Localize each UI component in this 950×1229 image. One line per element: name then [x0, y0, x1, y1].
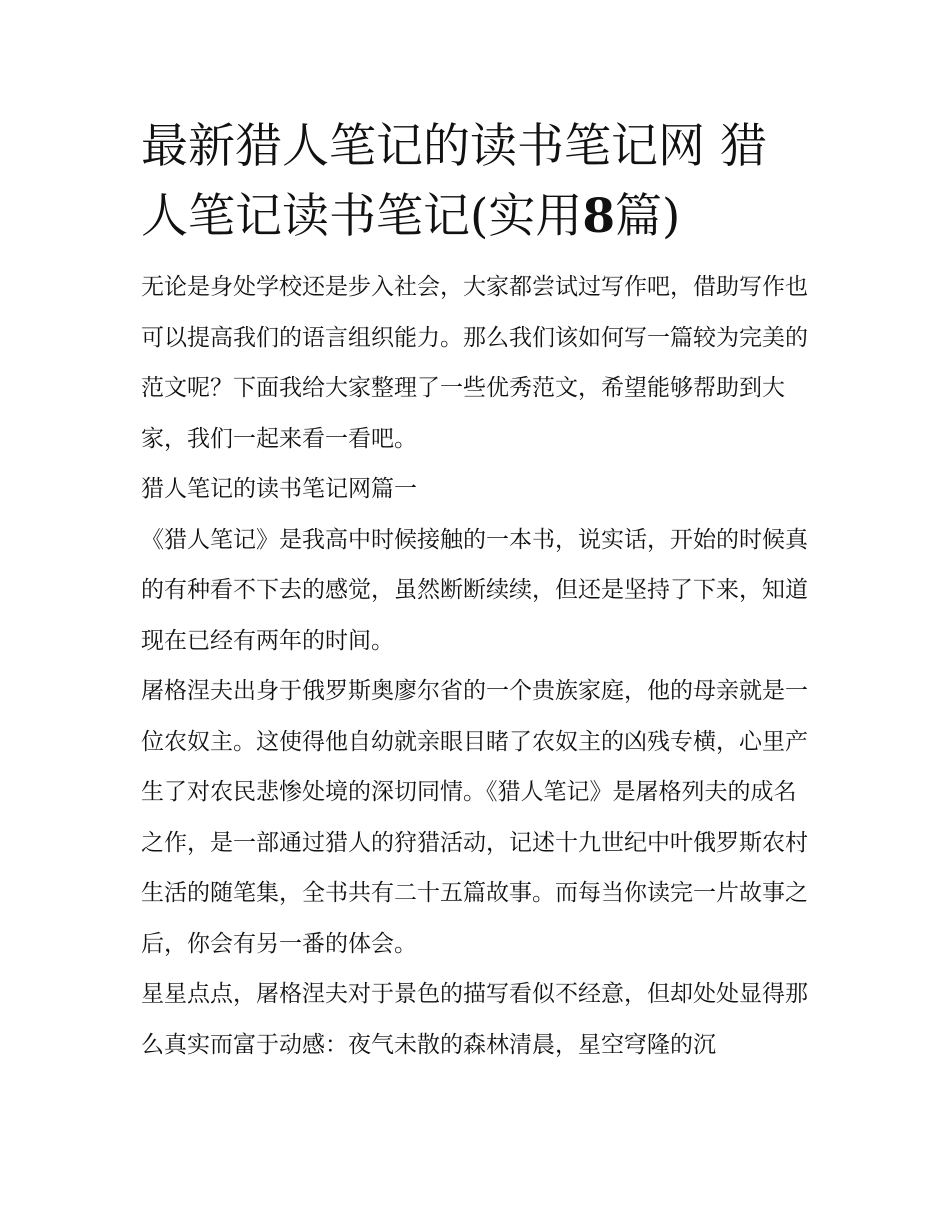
document-page — [141, 112, 813, 1070]
section-heading: 猎人笔记的读书笔记网篇一 — [141, 476, 417, 502]
intro-paragraph: 无论是身处学校还是步入社会，大家都尝试过写作吧，借助写作也可以提高我们的语言组织能力。那么我们该如何写一篇较为完美的范文呢？下面我给大家整理了一些优秀范文，希望能够帮助到大家，我们一起来看一看吧。 — [141, 274, 808, 452]
title-number: 8 — [582, 189, 616, 244]
title-text-part1: 最新猎人笔记的读书笔记网 猎人笔记读书笔记(实用 — [141, 119, 767, 244]
title-text-part2: 篇) — [615, 189, 681, 244]
body-paragraph-1: 《猎人笔记》是我高中时候接触的一本书，说实话，开始的时候真的有种看不下去的感觉，虽然断断续续，但还是坚持了下来，知道现在已经有两年的时间。 — [141, 526, 808, 654]
document-title — [141, 112, 813, 252]
body-paragraph-2: 屠格涅夫出身于俄罗斯奥廖尔省的一个贵族家庭，他的母亲就是一位农奴主。这使得他自幼就亲眼目睹了农奴主的凶残专横，心里产生了对农民悲惨处境的深切同情。《猎人笔记》是屠格列夫的成名之作，是一部通过猎人的狩猎活动，记述十九世纪中叶俄罗斯农村生活的随笔集，全书共有二十五篇故事。而每当你读完一片故事之后，你会有另一番的体会。 — [141, 678, 808, 957]
body-paragraph-3: 星星点点，屠格涅夫对于景色的描写看似不经意，但却处处显得那么真实而富于动感：夜气未散的森林清晨，星空穹隆的沉 — [141, 981, 808, 1058]
